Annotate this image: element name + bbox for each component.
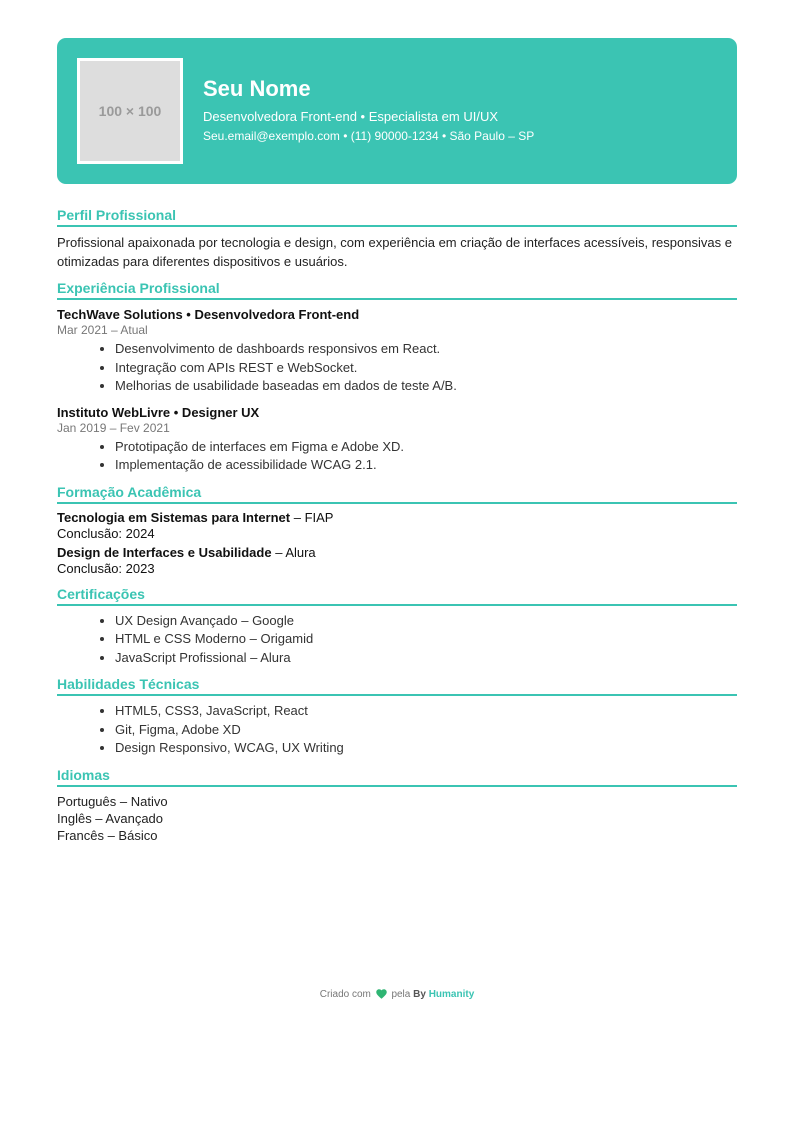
institution: – FIAP [290,509,334,525]
resume-header [57,38,737,184]
section-skills [57,675,737,758]
list-item: • HTML e CSS Moderno – Origamid [115,630,737,649]
job-bullets [57,340,737,396]
section-title: Certificações [57,585,737,606]
course-name: Tecnologia em Sistemas para Internet [57,509,291,525]
section-title: Idiomas [57,766,737,787]
list-item: • JavaScript Profissional – Alura [115,649,737,668]
course-name: Design de Interfaces e Usabilidade [57,544,272,560]
education-entry [57,510,737,542]
footer-by-word: By [413,989,426,1000]
section-title: Perfil Profissional [57,206,737,227]
job-bullets [57,438,737,475]
resume-content [57,206,737,852]
heart-icon [376,989,387,1003]
list-item: • Implementação de acessibilidade WCAG 2.1. [115,456,737,475]
list-item: • Desenvolvimento de dashboards responsivos em React. [115,340,737,359]
list-item: • Git, Figma, Adobe XD [115,721,737,740]
section-education [57,483,737,577]
list-item: • Integração com APIs REST e WebSocket. [115,359,737,378]
job-entry [57,306,737,396]
completion-date: Conclusão: 2023 [57,560,155,576]
institution: – Alura [271,544,316,560]
section-experience [57,279,737,475]
footer-brand-link[interactable]: Humanity [428,989,475,1000]
job-period: Jan 2019 – Fev 2021 [57,420,170,435]
language-item: Francês – Básico [57,827,158,843]
section-profile [57,206,737,271]
section-title: Formação Acadêmica [57,483,737,504]
footer-credit [0,989,794,1003]
photo-placeholder-label: 100 × 100 [98,103,162,119]
section-languages [57,766,737,844]
job-heading: Instituto WebLivre • Designer UX [57,404,260,420]
profile-text: Profissional apaixonada por tecnologia e design, com experiência em criação de interfaces acessíveis, responsivas e otimizadas para diferentes dispositivos e usuários. [57,235,732,269]
profile-photo-placeholder [77,58,183,164]
candidate-contact: Seu.email@exemplo.com • (11) 90000-1234 • São Paulo – SP [203,129,535,143]
candidate-title: Desenvolvedora Front-end • Especialista em UI/UX [203,109,499,124]
completion-date: Conclusão: 2024 [57,525,155,541]
list-item: • Design Responsivo, WCAG, UX Writing [115,739,737,758]
job-heading: TechWave Solutions • Desenvolvedora Front-end [57,307,360,322]
list-item: • HTML5, CSS3, JavaScript, React [115,702,737,721]
list-item: • Prototipação de interfaces em Figma e Adobe XD. [115,438,737,457]
section-title: Experiência Profissional [57,279,737,300]
list-item: • Melhorias de usabilidade baseadas em dados de teste A/B. [115,377,737,396]
language-item: Inglês – Avançado [57,810,164,826]
footer-by-prefix: pela [391,989,411,1000]
education-entry [57,545,737,577]
section-title: Habilidades Técnicas [57,675,737,696]
certification-list [57,612,737,668]
job-entry [57,404,737,475]
list-item: • UX Design Avançado – Google [115,612,737,631]
skills-list [57,702,737,758]
language-item: Português – Nativo [57,793,168,809]
candidate-name: Seu Nome [203,76,311,101]
section-certifications [57,585,737,668]
job-period: Mar 2021 – Atual [57,323,148,337]
footer-created-with: Criado com [319,989,371,1000]
